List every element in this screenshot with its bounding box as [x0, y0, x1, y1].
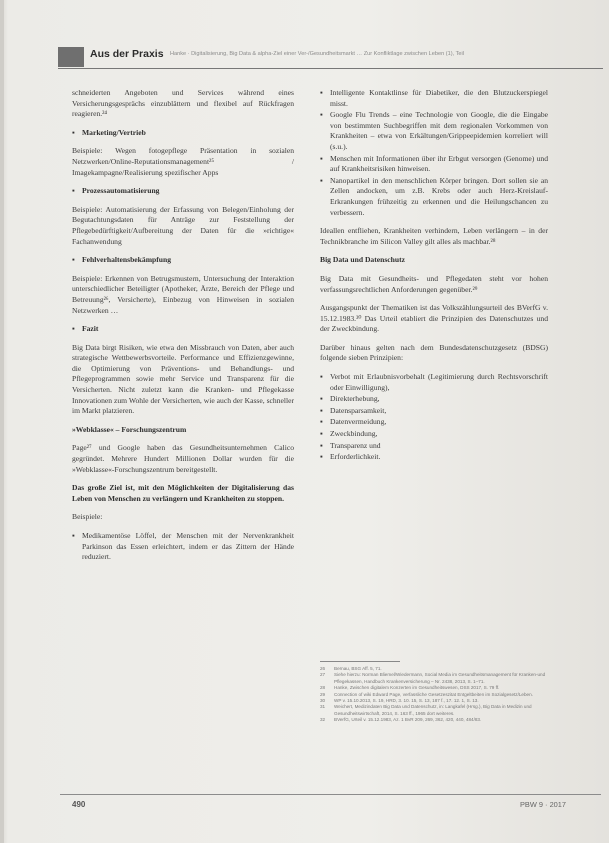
subheading-webklasse: »Webklasse« – Forschungszentrum	[72, 424, 187, 434]
page-crease	[0, 0, 4, 843]
paragraph: schneiderten Angeboten und Services während eines Versicherungsgesprächs einzublättern und flexibel auf Rückfragen reagieren.²⁴	[72, 88, 294, 119]
footnote-number: 29	[320, 691, 326, 697]
highlight-paragraph: Das große Ziel ist, mit den Möglichkeiten der Digitalisierung das Leben von Menschen zu verlängern und Krankheiten zu stoppen.	[72, 483, 294, 503]
footnote-number: 31	[320, 704, 326, 710]
footer-rule	[60, 794, 601, 795]
footnote-rule	[320, 661, 400, 662]
example-list	[72, 531, 294, 563]
paragraph: Beispiele: Wegen fotogepflege Präsentation in sozialen Netzwerken/Online-Reputationsmanagement²⁵ / Imagekampagne/Realisierung spezifischer Apps	[72, 146, 294, 177]
bullet-heading-automation: ▪ Prozessautomatisierung	[72, 186, 294, 197]
list-item: ▪ Medikamentöse Löffel, der Menschen mit der Nervenkrankheit Parkinson das Essen erleichtert, indem er das Zittern der Hände reduziert.	[72, 531, 294, 563]
bullet-heading-fraud: ▪ Fehlverhaltensbekämpfung	[72, 255, 294, 266]
paragraph: Beispiele: Erkennen von Betrugsmustern, Untersuchung der Interaktion unterschiedlicher Beteiligter (Apotheker, Ärzte, Bereich der Pflege und Betreuung²⁶, Versicherte), Einbezug von Hinweisen in sozialen Netzwerken …	[72, 273, 294, 315]
footnote	[320, 672, 548, 685]
right-column	[320, 88, 548, 471]
bullet-heading-conclusion: ▪ Fazit	[72, 324, 294, 335]
header-subtitle: Hanke · Digitalisierung, Big Data & alpha-Ziel einer Ver-/Gesundheitsmarkt … Zur Konfliktlage zwischen Leben (1), Teil	[170, 51, 465, 57]
footnotes	[320, 661, 548, 724]
list-item: ▪ Verbot mit Erlaubnisvorbehalt (Legitimierung durch Rechtsvorschrift oder Einwilligung),	[320, 372, 548, 393]
list-item: ▪ Intelligente Kontaktlinse für Diabetiker, die den Blutzuckerspiegel misst.	[320, 88, 548, 109]
header-rule	[58, 68, 603, 69]
page-number: 490	[72, 800, 86, 809]
paragraph: Big Data birgt Risiken, wie etwa den Missbrauch von Daten, aber auch strategische Wettbewerbsvorteile. Performance und Effizienzgewinne, die Optimierung von Präventions- und Behandlungs- und Pflegeprogrammen sowie mehr Service und Transparenz für die Versicherten. Nicht zuletzt kann die Kranken- und Pflegekasse Innovationen zum Wohle der Versicherten, wie auch der Kasse, schneller im Markt platzieren.	[72, 342, 294, 416]
footnote-text: Hanke, Zwischen digitalem Konzerten im Gesundheitswesen, DSS 2017, S. 79 ff.	[334, 685, 500, 691]
footnote-text: WP v. 15.10.2013, S. 19, HRD, 3. 10. 15, S. 13, 187 f., 17. 12. 1, S. 13.	[334, 698, 479, 704]
footnote-number: 28	[320, 685, 326, 691]
list-item: ▪ Menschen mit Informationen über ihr Erbgut versorgen (Genome) und auf Krankheitsrisiken hinweisen.	[320, 154, 548, 175]
paragraph: Darüber hinaus gelten nach dem Bundesdatenschutzgesetz (BDSG) folgende sieben Prinzipien:	[320, 342, 548, 363]
footnote-text: BVerfG, Urteil v. 15.12.1983, Az. 1 BvR 209, 269, 362, 420, 440, 484/83.	[334, 717, 482, 723]
list-item: ▪ Google Flu Trends – eine Technologie von Google, die die Eingabe von bestimmten Suchbegriffen mit dem regionalen Vorkommen von Krankheiten – etwa von Erkältungen/Grippeepidemien korreliert will (s.u.).	[320, 110, 548, 152]
footnote-number: 32	[320, 717, 326, 723]
paragraph: Beispiele:	[72, 512, 103, 522]
list-item: ▪ Direkterhebung,	[320, 394, 548, 405]
list-item: ▪ Nanopartikel in den menschlichen Körper bringen. Dort sollen sie an Zellen andocken, um z.B. Krebs oder auch Herz-Kreislauf-Erkrankungen frühzeitig zu erkennen und die Heilungschancen zu verbessern.	[320, 176, 548, 218]
section-title: Aus der Praxis	[90, 48, 164, 60]
running-header	[58, 45, 603, 67]
section-marker	[58, 47, 84, 67]
footnote-text: Weichert, Medizindaten Big Data und Datenschutz, in: Langkafel (Hrsg.), Big Data in Medizin und Gesundheitswirtschaft, 2014, S. 163 ff., 1965 dort weiteres.	[334, 704, 532, 716]
paragraph: Beispiele: Automatisierung der Erfassung von Belegen/Einholung der Begutachtungsdaten für Anträge zur Feststellung der Pflegebedürftigkeit/Aufbereitung der Daten für die »richtige« Fachanwendung	[72, 204, 294, 246]
footnote-text: Connection of wiki Edward Page, verfassliche Gesetzeszitat Entgeltbeiten im Sozialgesetz/Leben.	[334, 691, 533, 697]
list-item: ▪ Datensparsamkeit,	[320, 406, 548, 417]
paragraph: Page²⁷ und Google haben das Gesundheitsunternehmen Calico gegründet. Mehrere Hundert Millionen Dollar wurden für die »Webklasse«-Forschungszentrum bereitgestellt.	[72, 443, 294, 474]
footnote-number: 26	[320, 666, 326, 671]
footnote-number: 27	[320, 672, 326, 678]
subheading-big-data: Big Data und Datenschutz	[320, 255, 406, 265]
footnote-text: Bernau, BSG Aff. 5, 71.	[334, 666, 382, 671]
example-list-continued	[320, 88, 548, 218]
paragraph: Big Data mit Gesundheits- und Pflegedaten steht vor hohen verfassungsrechtlichen Anforderungen gegenüber.²⁹	[320, 273, 548, 294]
bullet-heading-marketing: ▪ Marketing/Vertrieb	[72, 128, 294, 139]
left-column	[72, 88, 294, 571]
list-item: ▪ Zweckbindung,	[320, 429, 548, 440]
footnote-text: Siehe hierzu: Norman Bliemel/Wiedermann, Social Media im Gesundheitsmanagement für Kranken-und Pflegekassen, Handbuch Krankenversicherung – Nr. 2438, 2013, S. 1–71.	[334, 672, 546, 684]
paragraph: Ausgangspunkt der Thematiken ist das Volkszählungsurteil des BVerfG v. 15.12.1983.³⁰ Das Urteil etabliert die Prinzipien des Datenschutzes und der Zweckbindung.	[320, 303, 548, 334]
paragraph: Ideallen entfliehen, Krankheiten verhindern, Leben verlängern – in der Technikbranche im Silicon Valley gilt alles als machbar.²⁸	[320, 226, 548, 246]
list-item: ▪ Datenvermeidung,	[320, 417, 548, 428]
list-item: ▪ Erforderlichkeit.	[320, 452, 548, 463]
footnote-number: 30	[320, 698, 326, 704]
footnote	[320, 704, 548, 717]
principles-list	[320, 372, 548, 463]
issue-label: PBW 9 · 2017	[520, 800, 567, 809]
list-item: ▪ Transparenz und	[320, 441, 548, 452]
footnote	[320, 717, 548, 723]
